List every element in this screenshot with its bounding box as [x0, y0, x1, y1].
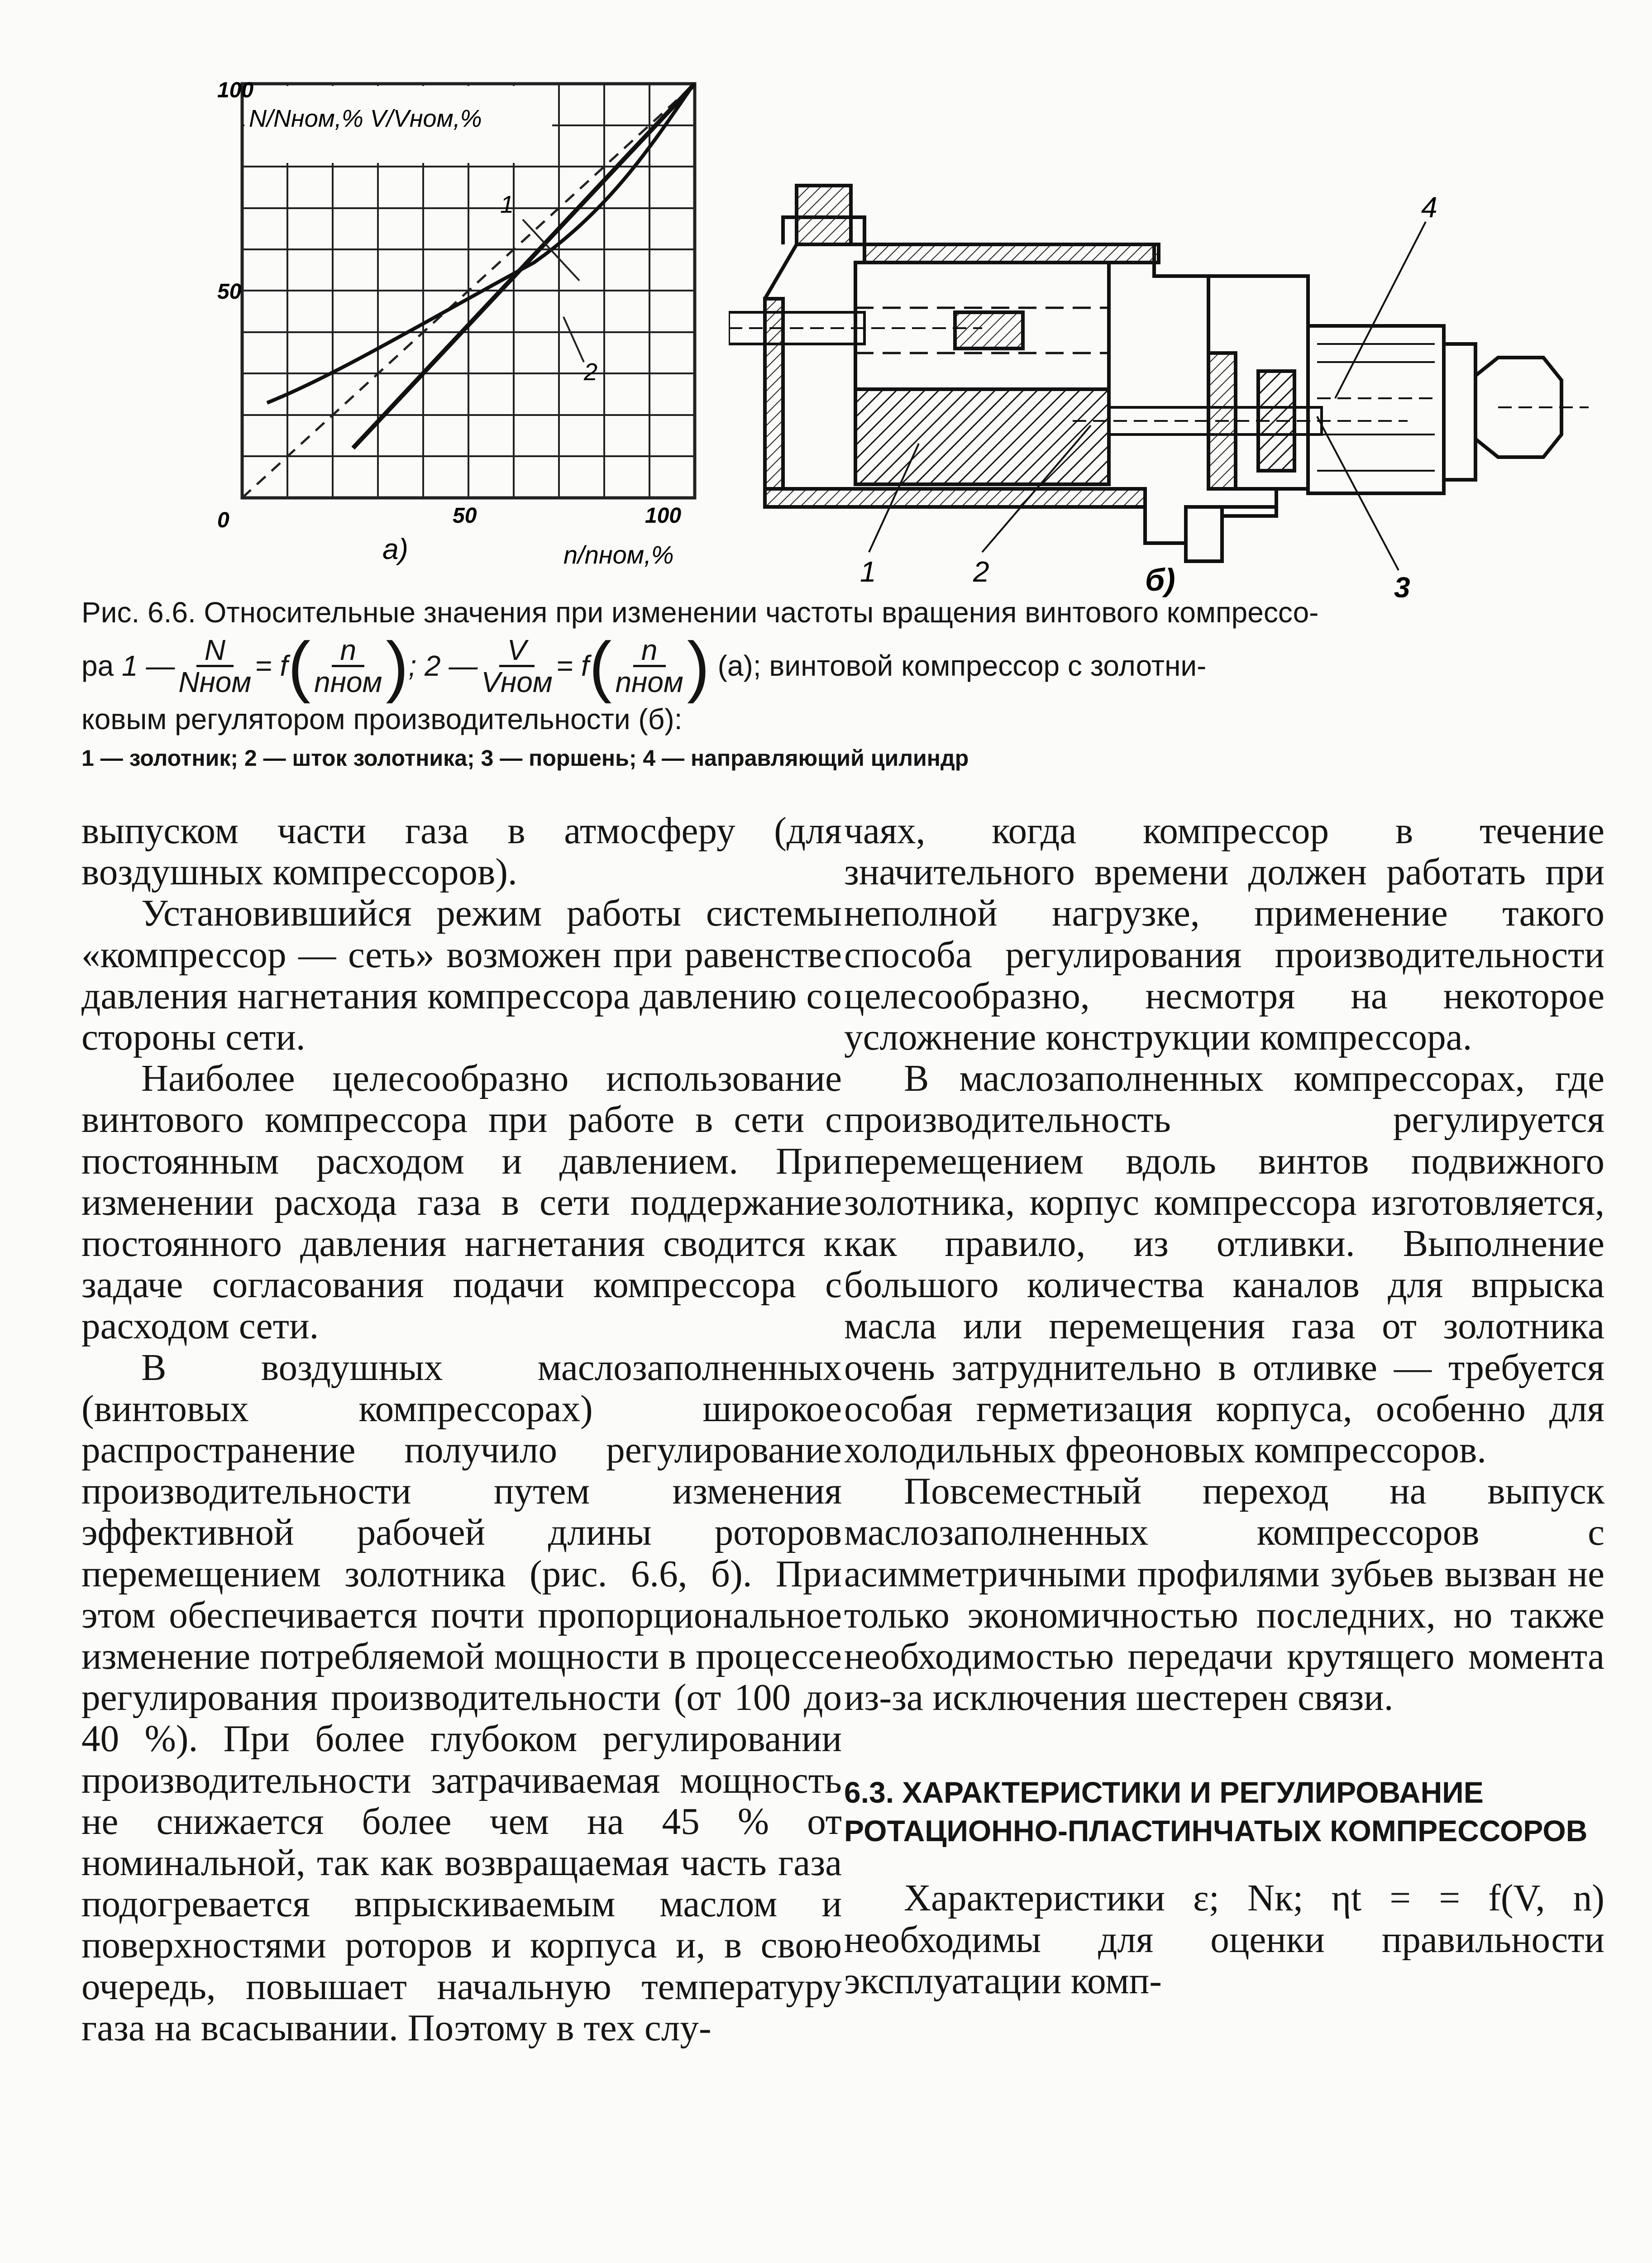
- caption-item-2: ; 2 —: [408, 649, 478, 682]
- eq-f-2: = f: [556, 649, 589, 682]
- paragraph: Характеристики ε; Nк; ηt = = f(V, n) необходимы для оценки правильности эксплуатации комп-: [844, 1877, 1604, 2001]
- paren-open-2: (: [589, 628, 612, 704]
- fraction-N: [178, 635, 251, 697]
- fraction-n-1-den: nном: [314, 665, 382, 698]
- curve-label-2: 2: [584, 358, 598, 386]
- y-tick-0: 0: [217, 508, 229, 532]
- y-tick-100: 100: [217, 78, 254, 102]
- compressor-outline: [729, 186, 1589, 561]
- paragraph: чаях, когда компрессор в течение значительного времени должен работать при неполной нагрузке, применение такого способа регулирования производительности целесообразно, несмотря на некоторое усложнение конструкции компрессора.: [844, 810, 1604, 1058]
- text-column-right: [844, 810, 1604, 2001]
- figure-6-6: [81, 68, 1575, 597]
- part-label-4: 4: [1421, 191, 1437, 224]
- paragraph: В маслозаполненных компрессорах, где производительность регулируется перемещением вдоль винтов подвижного золотника, корпус компрессора изготовляется, как правило, из отливки. Выполнение большого количества каналов для впрыска масла или перемещения газа от золотника очень затруднительно в отливке — требуется особая герметизация корпуса, особенно для холодильных фреоновых компрессоров.: [844, 1057, 1604, 1471]
- paragraph: В воздушных маслозаполненных (винтовых компрессорах) широкое распространение получило регулирование производительности путем изменения эффективной рабочей длины роторов перемещением золотника (рис. 6.6, б). При этом обеспечивается почти пропорциональное изменение потребляемой мощности в процессе регулирования производительности (от 100 до 40 %). При более глубоком регулировании производительности затрачиваемая мощность не снижается более чем на 45 % от номинальной, так как возвращаемая часть газа подогревается впрыскиваемым маслом и поверхностями роторов и корпуса и, в свою очередь, повышает начальную температуру газа на всасывании. Поэтому в тех слу-: [81, 1346, 842, 2048]
- paragraph: Повсеместный переход на выпуск маслозаполненных компрессоров с асимметричными профилями зубьев вызван не только экономичностью последних, но также необходимостью передачи крутящего момента из-за исключения шестерен связи.: [844, 1470, 1604, 1719]
- caption-formula-line: [81, 628, 1571, 704]
- text-column-left: [81, 810, 842, 2048]
- part-label-1: 1: [860, 555, 876, 588]
- paren-close-1: ): [386, 628, 409, 704]
- x-tick-100: 100: [645, 504, 682, 528]
- fraction-n-2-num: n: [633, 635, 666, 667]
- fraction-n-1: [314, 635, 382, 697]
- fraction-V-num: V: [499, 635, 535, 667]
- caption-item-1: 1 —: [121, 649, 175, 682]
- y-tick-50: 50: [217, 280, 242, 304]
- caption-prefix: ра: [81, 649, 114, 682]
- section-heading: 6.3. ХАРАКТЕРИСТИКИ И РЕГУЛИРОВАНИЕ РОТАЦИОННО-ПЛАСТИНЧАТЫХ КОМПРЕССОРОВ: [844, 1776, 1588, 1848]
- part-label-2: 2: [973, 555, 989, 588]
- fraction-n-1-num: n: [332, 635, 364, 667]
- curve-label-1: 1: [500, 191, 514, 218]
- fraction-V: [481, 635, 552, 697]
- paren-close-2: ): [687, 628, 710, 704]
- panel-b-label: б): [1145, 562, 1175, 597]
- paragraph: выпуском части газа в атмосферу (для воздушных компрессоров).: [81, 810, 842, 893]
- caption-legend: 1 — золотник; 2 — шток золотника; 3 — поршень; 4 — направляющий цилиндр: [81, 745, 969, 771]
- panel-a-label: а): [382, 533, 408, 565]
- fraction-N-den: Nном: [178, 665, 252, 698]
- fraction-V-den: Vном: [481, 665, 553, 698]
- leader-2: [563, 317, 584, 362]
- caption-suffix: (а); винтовой компрессор с золотни-: [717, 649, 1207, 682]
- paragraph: Наиболее целесообразно использование винтового компрессора при работе в сети с постоянным расходом и давлением. При изменении расхода газа в сети поддержание постоянного давления нагнетания сводится к задаче согласования подачи компрессора с расходом сети.: [81, 1057, 842, 1347]
- figure-b-compressor-drawing: [729, 163, 1589, 597]
- paren-open-1: (: [288, 628, 311, 704]
- figure-a-graph: [81, 68, 738, 588]
- eq-f-1: = f: [255, 649, 288, 682]
- caption-line-1: Рис. 6.6. Относительные значения при изменении частоты вращения винтового компрессо-: [81, 596, 1319, 629]
- figure-caption: [81, 593, 1571, 774]
- fraction-N-num: N: [196, 635, 234, 667]
- y-axis-label: N/Nном,% V/Vном,%: [249, 105, 482, 132]
- x-axis-label: n/nном,%: [563, 540, 674, 569]
- x-tick-50: 50: [453, 504, 477, 528]
- caption-line-3: ковым регулятором производительности (б):: [81, 703, 683, 735]
- fraction-n-2: [616, 635, 683, 697]
- paragraph: Установившийся режим работы системы «компрессор — сеть» возможен при равенстве давления нагнетания компрессора давлению со стороны сети.: [81, 892, 842, 1058]
- part-label-3: 3: [1394, 571, 1410, 597]
- fraction-n-2-den: nном: [615, 665, 683, 698]
